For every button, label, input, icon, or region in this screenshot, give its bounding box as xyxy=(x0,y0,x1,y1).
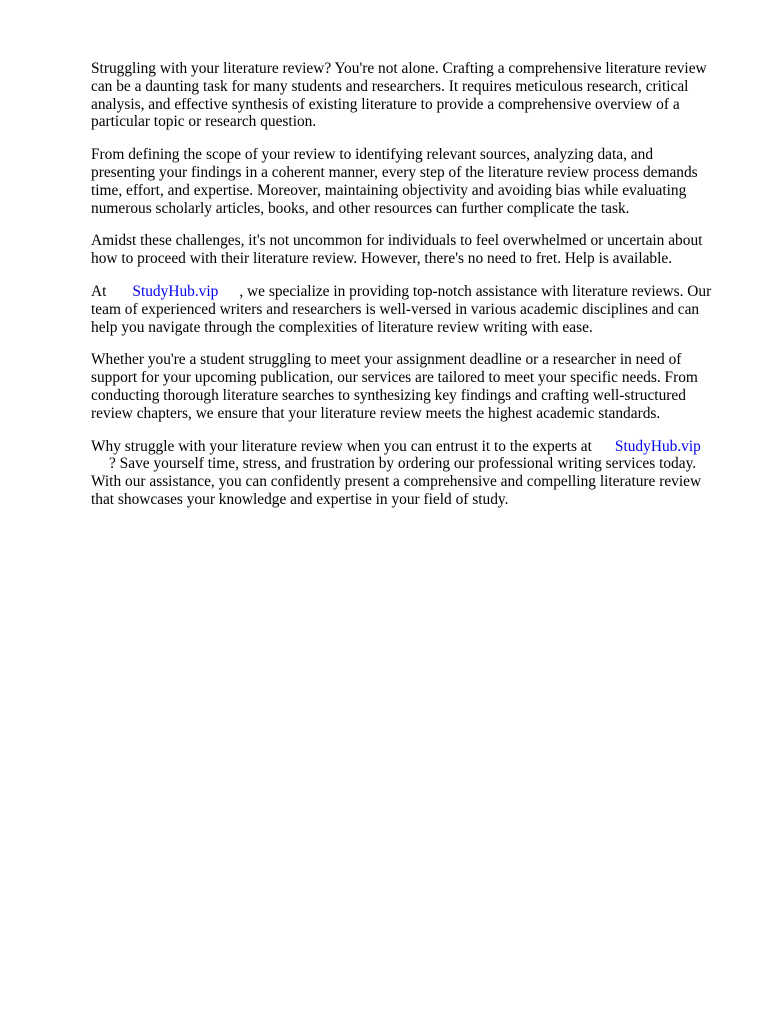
text-line: support for your upcoming publication, our services are tailored to meet your specific needs. From xyxy=(91,369,698,387)
text-line: particular topic or research question. xyxy=(91,113,317,131)
text-line: Amidst these challenges, it's not uncommon for individuals to feel overwhelmed or uncertain about xyxy=(91,232,703,250)
text-line: conducting thorough literature searches to synthesizing key findings and crafting well-structured xyxy=(91,386,686,404)
text-fragment: , we specialize in providing top-notch assistance with literature reviews. Our xyxy=(239,282,712,300)
paragraph-help-available xyxy=(91,232,721,268)
paragraph-call-to-action xyxy=(91,438,721,509)
text-line-with-link xyxy=(91,438,721,456)
text-fragment: At xyxy=(91,282,107,300)
text-line: With our assistance, you can confidently present a comprehensive and compelling literature review xyxy=(91,473,702,491)
paragraph-intro xyxy=(91,60,721,131)
text-line: From defining the scope of your review to identifying relevant sources, analyzing data, and xyxy=(91,146,654,164)
text-line: Whether you're a student struggling to meet your assignment deadline or a researcher in need of xyxy=(91,351,682,369)
text-line: numerous scholarly articles, books, and other resources can further complicate the task. xyxy=(91,199,630,217)
text-line: time, effort, and expertise. Moreover, maintaining objectivity and avoiding bias while evaluating xyxy=(91,181,687,199)
text-line: can be a daunting task for many students and researchers. It requires meticulous research, critical xyxy=(91,77,689,95)
text-line: analysis, and effective synthesis of existing literature to provide a comprehensive overview of a xyxy=(91,95,680,113)
text-line: that showcases your knowledge and expertise in your field of study. xyxy=(91,490,509,508)
studyhub-link[interactable]: StudyHub.vip xyxy=(132,282,219,300)
paragraph-services xyxy=(91,351,721,422)
text-line: team of experienced writers and researchers is well-versed in various academic disciplines and can xyxy=(91,300,700,318)
text-line: how to proceed with their literature review. However, there's no need to fret. Help is available. xyxy=(91,250,673,268)
text-line-with-link xyxy=(91,283,721,301)
text-line: help you navigate through the complexities of literature review writing with ease. xyxy=(91,318,593,336)
document-body xyxy=(91,60,721,524)
text-fragment: ? Save yourself time, stress, and frustration by ordering our professional writing services today. xyxy=(109,455,697,473)
text-line xyxy=(91,455,721,473)
paragraph-studyhub-intro xyxy=(91,283,721,336)
text-line: presenting your findings in a coherent manner, every step of the literature review process demands xyxy=(91,163,698,181)
text-line: Struggling with your literature review? You're not alone. Crafting a comprehensive literature review xyxy=(91,60,707,77)
text-line: review chapters, we ensure that your literature review meets the highest academic standards. xyxy=(91,404,661,422)
text-fragment: Why struggle with your literature review when you can entrust it to the experts at xyxy=(91,437,592,455)
studyhub-link[interactable]: StudyHub.vip xyxy=(614,437,701,455)
paragraph-challenges xyxy=(91,146,721,217)
